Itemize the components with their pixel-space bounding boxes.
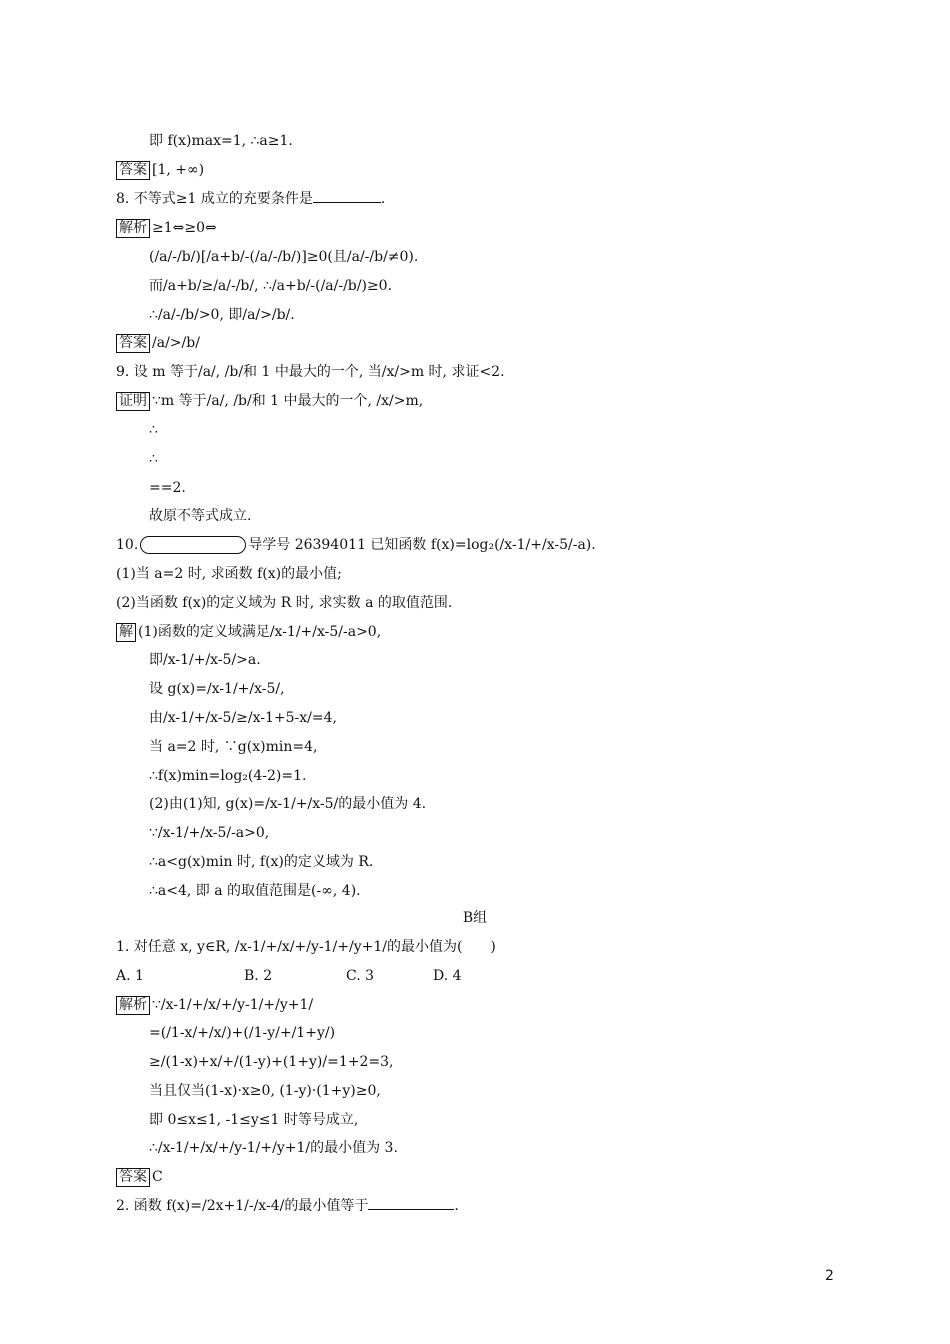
proof-line: 证明 ∵m 等于/a/, /b/和 1 中最大的一个, /x/>m,	[116, 391, 423, 411]
text-line: 即 0≤x≤1, -1≤y≤1 时等号成立,	[149, 1112, 359, 1128]
option-a: A. 1	[116, 968, 144, 984]
text-line: ==2.	[149, 480, 186, 496]
text-line: 由/x-1/+/x-5/≥/x-1+5-x/=4,	[149, 710, 337, 726]
text-line: (2)当函数 f(x)的定义域为 R 时, 求实数 a 的取值范围.	[116, 595, 453, 611]
text-line: ≥/(1-x)+x/+/(1-y)+(1+y)/=1+2=3,	[149, 1054, 394, 1070]
section-title: B组	[462, 910, 488, 926]
text-line: 而/a+b/≥/a/-/b/, ∴/a+b/-(/a/-/b/)≥0.	[149, 278, 393, 294]
option-b: B. 2	[244, 968, 273, 984]
text-line: ∴/a/-/b/>0, 即/a/>/b/.	[149, 307, 295, 323]
answer-tag: 答案	[116, 161, 150, 180]
text-line: (/a/-/b/)[/a+b/-(/a/-/b/)]≥0(且/a/-/b/≠0).	[149, 249, 419, 265]
analysis-tag: 解析	[116, 219, 150, 238]
option-c: C. 3	[346, 968, 375, 984]
text-line: 故原不等式成立.	[149, 508, 252, 524]
proof-tag: 证明	[116, 392, 150, 411]
text-line: 当且仅当(1-x)·x≥0, (1-y)·(1+y)≥0,	[149, 1083, 381, 1099]
analysis-tag: 解析	[116, 996, 150, 1015]
text-line: ∴	[149, 451, 158, 467]
answer-line: 答案 [1, +∞)	[116, 160, 204, 180]
solution-line: 解 (1)函数的定义域满足/x-1/+/x-5/-a>0,	[116, 622, 381, 642]
text-line: (2)由(1)知, g(x)=/x-1/+/x-5/的最小值为 4.	[149, 796, 427, 812]
analysis-line: 解析 ∵/x-1/+/x/+/y-1/+/y+1/	[116, 995, 313, 1015]
page-number: 2	[825, 1268, 834, 1284]
text-line: ∵/x-1/+/x-5/-a>0,	[149, 825, 270, 841]
guide-number-badge	[140, 536, 246, 554]
text-line: 当 a=2 时, ∵g(x)min=4,	[149, 739, 318, 755]
solution-tag: 解	[116, 623, 136, 642]
answer-line: 答案 C	[116, 1167, 163, 1187]
text-line: 即 f(x)max=1, ∴a≥1.	[149, 133, 293, 149]
question-9: 9. 设 m 等于/a/, /b/和 1 中最大的一个, 当/x/>m 时, 求证<2.	[116, 364, 505, 380]
answer-tag: 答案	[116, 1168, 150, 1187]
answer-blank	[368, 1197, 454, 1210]
analysis-line: 解析 ≥1⇔≥0⇔	[116, 218, 217, 238]
answer-tag: 答案	[116, 334, 150, 353]
text-line: 即/x-1/+/x-5/>a.	[149, 652, 261, 668]
answer-line: 答案 /a/>/b/	[116, 333, 200, 353]
text-line: =(/1-x/+/x/)+(/1-y/+/1+y/)	[149, 1025, 336, 1041]
text-line: ∴a<g(x)min 时, f(x)的定义域为 R.	[149, 854, 374, 870]
text-line: ∴/x-1/+/x/+/y-1/+/y+1/的最小值为 3.	[149, 1140, 398, 1156]
question-10: 10. 导学号 26394011 已知函数 f(x)=log₂(/x-1/+/x-5/-a).	[116, 537, 596, 553]
text-line: ∴	[149, 422, 158, 438]
question-8: 8. 不等式≥1 成立的充要条件是 .	[116, 191, 386, 207]
option-d: D. 4	[433, 968, 462, 984]
text-line: ∴a<4, 即 a 的取值范围是(-∞, 4).	[149, 883, 361, 899]
text-line: (1)当 a=2 时, 求函数 f(x)的最小值;	[116, 566, 342, 582]
text-line: ∴f(x)min=log₂(4-2)=1.	[149, 768, 307, 784]
text-line: 设 g(x)=/x-1/+/x-5/,	[149, 681, 285, 697]
answer-blank	[313, 190, 381, 203]
question-1: 1. 对任意 x, y∈R, /x-1/+/x/+/y-1/+/y+1/的最小值为( )	[116, 939, 496, 955]
question-2: 2. 函数 f(x)=/2x+1/-/x-4/的最小值等于 .	[116, 1198, 459, 1214]
